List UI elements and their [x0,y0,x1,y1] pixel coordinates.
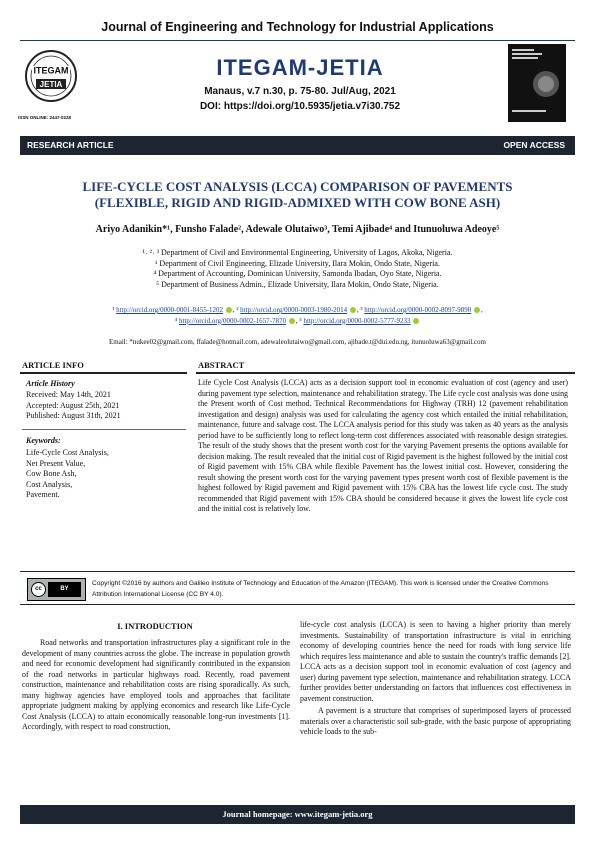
paper-title-line-2: (FLEXIBLE, RIGID AND RIGID-ADMIXED WITH COW BONE ASH) [94,195,501,210]
published-date: Published: August 31th, 2021 [26,411,121,420]
article-info-divider [22,429,186,430]
orcid-links: ¹ http://orcid.org/0000-0001-8455-1202 , ² http://orcid.org/0000-0003-1980-2014 , ³ http://orcid.org/0000-0002-8097-9890 , ⁴ http://orcid.org/0000-0002-1657-7870 , ⁵ http://orcid.org/0000-0002-5777-9233 [112,306,483,325]
paragraph: life-cycle cost analysis (LCCA) is seen to having a higher priority than merely investments. Sustainability of transportation infrastructure is vital in enriching economy of developing countries hence the need for roads with long service life which requires less maintenance and able to sustain the country's traffic demands [2]. LCCA acts as a decision support tool in economic evaluation of cost (agency and user) during pavement type selection, maintenance and rehabilitation strategy. LCCA further provides better understanding on factors that influences cost effectiveness in pavement construction. [300,620,571,703]
svg-text:JETIA: JETIA [39,80,63,89]
header-rule [20,40,575,41]
orcid-sup: ⁴ [174,316,178,325]
orcid-sup: ¹ [112,306,115,314]
orcid-link[interactable]: http://orcid.org/0000-0002-1657-7870 [179,316,286,325]
journal-cover-thumbnail [508,44,566,122]
volume-info: Manaus, v.7 n.30, p. 75-80. Jul/Aug, 2021 [204,86,396,97]
cc-by-badge[interactable] [27,578,86,601]
paper-title-line-1: LIFE-CYCLE COST ANALYSIS (LCCA) COMPARISON OF PAVEMENTS [82,179,513,194]
keyword: Pavement. [26,490,60,499]
orcid-link[interactable]: http://orcid.org/0000-0001-8455-1202 [116,306,224,314]
orcid-link[interactable]: http://orcid.org/0000-0002-8097-9890 [364,306,472,314]
orcid-icon [289,318,295,324]
article-info-rule [20,372,187,374]
affiliation-4: ⁵ Department of Business Admin., Elizade University, Ilara Mokin, Ondo State, Nigeria. [156,279,439,289]
article-history-heading: Article History [26,379,75,388]
abstract-bottom-rule [20,571,575,572]
orcid-icon [226,307,232,313]
orcid-sup: ³ [360,306,363,314]
affiliations [20,248,575,290]
author-list: Ariyo Adanikin*¹, Funsho Falade², Adewale Olutaiwo³, Temi Ajibade⁴ and Itunuoluwa Adeoye⁵ [95,224,500,235]
keyword: Cow Bone Ash, [26,469,77,478]
paragraph: Road networks and transportation infrastructures play a significant role in the development of many countries across the globe. The increase in population growth and need for economic development had significantly contributed in the expansion of the road networks in particular highways road. Recently, road pavement construction, maintenance and rehabilitation costs are rising sporadically. As such, many highway agencies have employed tools and approaches that facilitate appropriate judgment making by applying economics and research like Life-Cycle Cost Analysis (LCCA) to attain economically reasonable long-run investments [1]. Accordingly, with respect to road construction, [22,638,290,731]
abstract-heading: ABSTRACT [198,360,245,370]
abstract-text: Life Cycle Cost Analysis (LCCA) acts as a decision support tool in economic evaluation of cost (agency and user) during pavement type selection, maintenance and rehabilitation strategy. The Life cycle cost analysis was done using the Present worth of Cost method. Technical Recommendations for Highway (TRH) 12 (pavement rehabilitation investigation and design) analysis was used for calculating the agency cost which entailed the initial rehabilitation, maintenance, future and salvage cost. The LCCA analysis period for this study was taken as 40 years as the analysis period have to be sufficiently long to reflect long-term cost differences associated with reasonable design strategies. The result of the study shows that the present worth cost for the varying Pavement presents the options available for decision making. The result revealed that the initial cost of Rigid pavement is the highest followed by the initial cost of Rigid pavement with 15% CBA while flexible Pavement has the lowest initial cost. However, considering the result showing the present worth cost for the varying pavement types present worth cost of flexible pavement is the highest followed by Rigid pavement and Rigid pavement with 15% CBA has the lowest life cycle cost. The study recommended that Rigid pavement with 15% CBA should be considered because it gives the lowest life cycle cost and the initial cost is relatively low. [198,378,568,513]
affiliation-1: ¹˒ ²˒ ³ Department of Civil and Environmental Engineering, University of Lagos, Akoka, Nigeria. [142,248,453,257]
keywords-heading: Keywords: [26,436,61,445]
by-icon: BY [48,582,81,597]
itegam-jetia-brand: ITEGAM-JETIA [216,55,384,80]
affiliation-2: ¹ Department of Civil Engineering, Elizade University, Ilara Mokin, Ondo State, Nigeria. [155,258,440,268]
article-type-bar [20,136,575,155]
accepted-date: Accepted: August 25th, 2021 [26,400,120,410]
paper-title [20,179,575,211]
author-emails: Email: *nukee02@gmail.com, ffalade@hotmail.com, adewaleolutaiwo@gmail.com, ajibade.t@dui.edu.ng, itunuoluwa63@gmail.com [109,338,486,346]
orcid-link[interactable]: http://orcid.org/0000-0003-1980-2014 [240,306,348,314]
keyword: Life-Cycle Cost Analysis, [26,448,109,457]
orcid-sup: ⁵ [299,316,302,325]
body-column-right [300,620,571,738]
doi-link[interactable]: DOI: https://doi.org/10.5935/jetia.v7i30.752 [199,101,401,112]
received-date: Received: May 14th, 2021 [26,390,111,399]
open-access-label: OPEN ACCESS [503,140,565,150]
research-article-label: RESEARCH ARTICLE [27,140,114,150]
paragraph: A pavement is a structure that comprises of superimposed layers of processed materials over a characteristic soil sub-grade, with the basic purpose of appropriating vehicle loads to the sub- [300,706,571,736]
affiliation-3: ⁴ Department of Accounting, Dominican University, Samonda Ibadan, Oyo State, Nigeria. [153,269,442,279]
orcid-sup: ² [236,306,239,314]
license-rule [20,604,575,605]
article-info-heading: ARTICLE INFO [22,360,84,370]
keyword-list [26,448,109,501]
issn-label: ISSN ONLINE: 2447-0228 [18,115,72,120]
license-text: Copyright ©2016 by authors and Galileo Institute of Technology and Education of the Amazon (ITEGAM). This work is licensed under the Creative Commons Attribution International License (CC BY 4.0). [92,580,549,598]
cc-icon: cc [31,582,46,597]
orcid-icon [474,307,480,313]
orcid-icon [350,307,356,313]
journal-name: Journal of Engineering and Technology for Industrial Applications [101,20,494,34]
journal-homepage-footer[interactable]: Journal homepage: www.itegam-jetia.org [20,805,575,824]
body-column-left [22,638,290,733]
itegam-logo [22,46,80,114]
keyword: Net Present Value, [26,458,86,468]
orcid-link[interactable]: http://orcid.org/0000-0002-5777-9233 [303,316,411,325]
orcid-icon [413,318,419,324]
svg-text:ITEGAM: ITEGAM [33,65,69,76]
keyword: Cost Analysis, [26,479,73,489]
article-history [26,390,121,422]
abstract-rule [196,372,575,374]
introduction-heading: I. INTRODUCTION [117,621,193,631]
